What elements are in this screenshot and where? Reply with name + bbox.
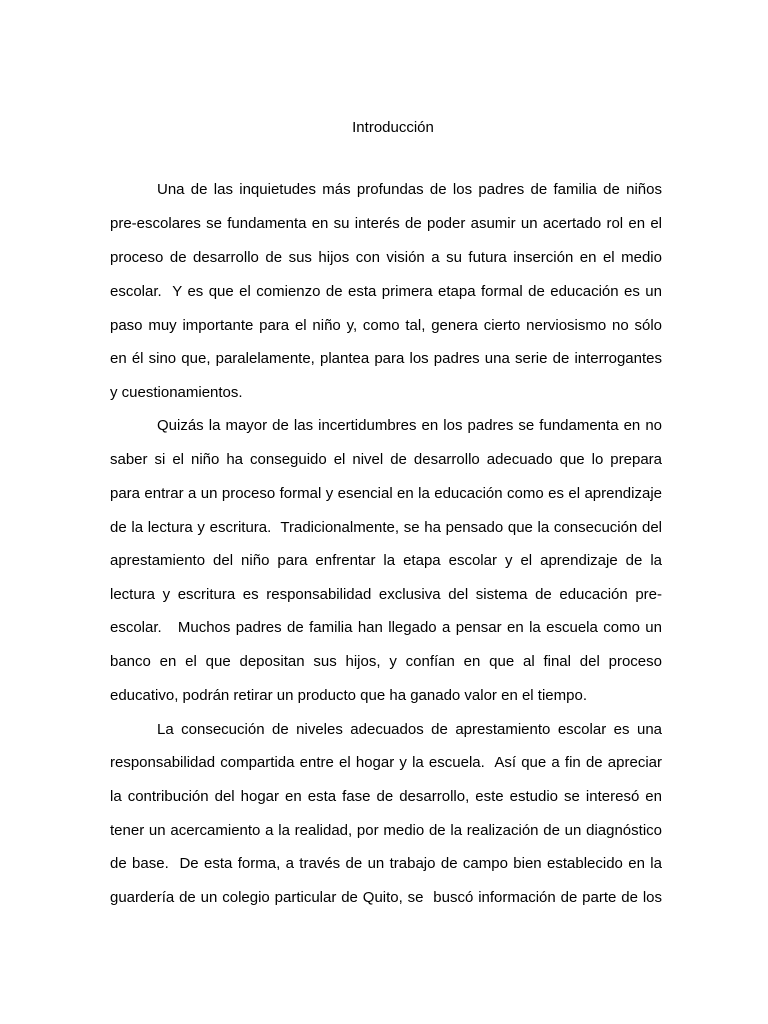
text-line: responsabilidad compartida entre el hogar y la escuela. Así que a fin de apreciar [110, 754, 662, 771]
text-line: guardería de un colegio particular de Quito, se buscó información de parte de los [110, 889, 662, 906]
text-line: Quizás la mayor de las incertidumbres en los padres se fundamenta en no [157, 417, 662, 434]
text-line: escolar. Muchos padres de familia han llegado a pensar en la escuela como un [110, 619, 662, 636]
text-line: y cuestionamientos. [110, 384, 243, 401]
text-line: banco en el que depositan sus hijos, y confían en que al final del proceso [110, 653, 662, 670]
text-line: paso muy importante para el niño y, como tal, genera cierto nerviosismo no sólo [110, 317, 662, 334]
text-line: de la lectura y escritura. Tradicionalmente, se ha pensado que la consecución del [110, 519, 662, 536]
text-line: proceso de desarrollo de sus hijos con visión a su futura inserción en el medio [110, 249, 662, 266]
text-line: lectura y escritura es responsabilidad exclusiva del sistema de educación pre- [110, 586, 662, 603]
text-line: saber si el niño ha conseguido el nivel de desarrollo adecuado que lo prepara [110, 451, 662, 468]
text-line: la contribución del hogar en esta fase de desarrollo, este estudio se interesó en [110, 788, 662, 805]
text-line: para entrar a un proceso formal y esencial en la educación como es el aprendizaje [110, 485, 662, 502]
text-line: en él sino que, paralelamente, plantea para los padres una serie de interrogantes [110, 350, 662, 367]
text-line: educativo, podrán retirar un producto que ha ganado valor en el tiempo. [110, 687, 587, 704]
text-line: pre-escolares se fundamenta en su interés de poder asumir un acertado rol en el [110, 215, 662, 232]
text-line: tener un acercamiento a la realidad, por medio de la realización de un diagnóstico [110, 822, 662, 839]
text-line: escolar. Y es que el comienzo de esta primera etapa formal de educación es un [110, 283, 662, 300]
text-line: La consecución de niveles adecuados de aprestamiento escolar es una [157, 721, 662, 738]
text-line: aprestamiento del niño para enfrentar la etapa escolar y el aprendizaje de la [110, 552, 662, 569]
text-line: de base. De esta forma, a través de un trabajo de campo bien establecido en la [110, 855, 662, 872]
text-line: Una de las inquietudes más profundas de los padres de familia de niños [157, 181, 662, 198]
page-title: Introducción [352, 119, 434, 136]
